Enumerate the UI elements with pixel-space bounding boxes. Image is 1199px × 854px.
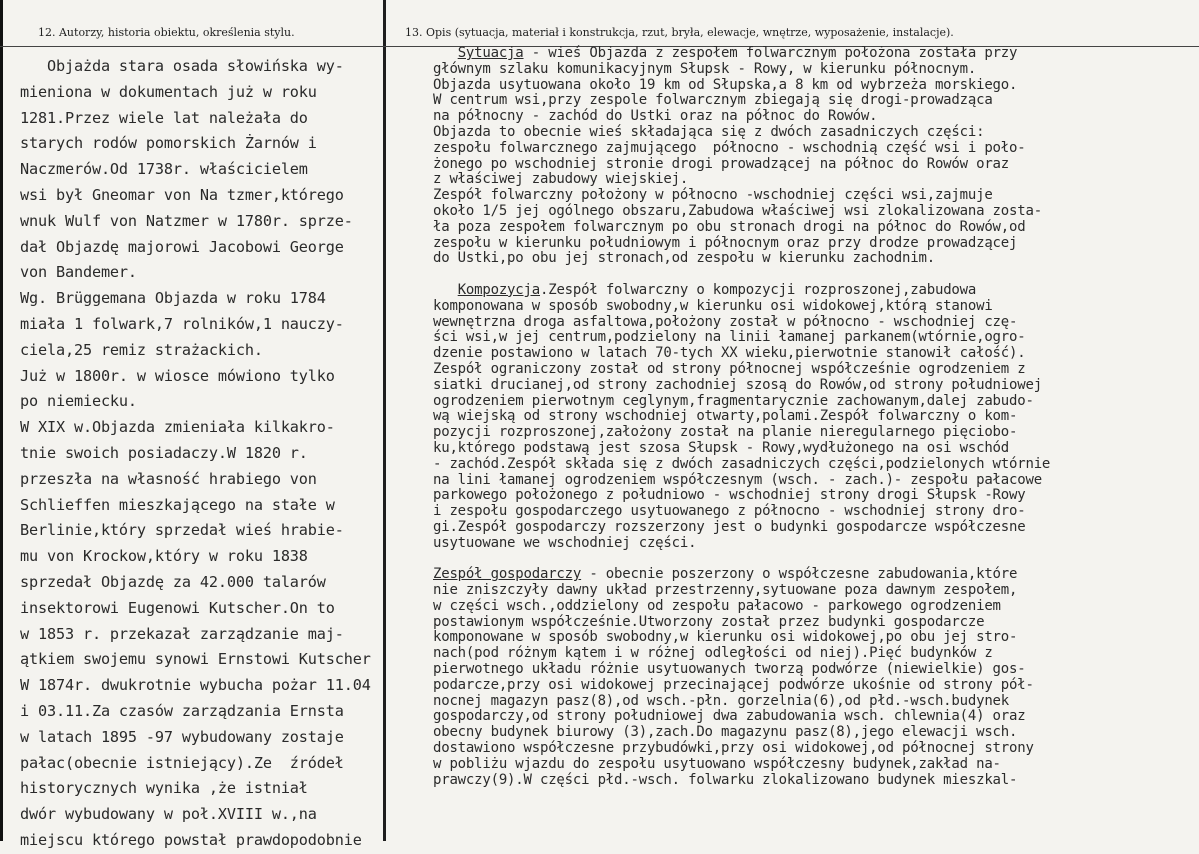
section-12-header: 12. Autorzy, historia obiektu, określenia stylu. bbox=[38, 26, 295, 39]
kompozycja-first-text: .Zespół folwarczny o kompozycji rozproszonej,zabudowa bbox=[539, 281, 977, 298]
kompozycja-paragraph bbox=[433, 299, 1199, 552]
page-edge bbox=[0, 0, 3, 841]
description-text-line: z właściwej zabudowy wiejskiej. bbox=[433, 171, 689, 188]
history-text-line: wsi był Gneomar von Na tzmer,którego bbox=[20, 185, 344, 204]
gospodarczy-heading: Zespół gospodarczy bbox=[433, 566, 582, 583]
history-text-line: Naczmerów.Od 1738r. właścicielem bbox=[20, 160, 308, 179]
history-text-line: Objażda stara osada słowińska wy- bbox=[20, 57, 344, 75]
description-text-line: ogrodzeniem pierwotnym ceglynym,fragmentarycznie zachowanym,dalej zabudo- bbox=[433, 392, 1034, 409]
history-column bbox=[20, 54, 405, 854]
description-text-line: wewnętrzna droga asfaltowa,położony został w północno - wschodniej czę- bbox=[433, 313, 1018, 330]
history-text-line: Schlieffen mieszkającego na stałe w bbox=[20, 495, 335, 514]
history-text-line: 1281.Przez wiele lat należała do bbox=[20, 108, 308, 127]
description-text-line: parkowego położonego z południowo - wschodniej strony drogi Słupsk -Rowy bbox=[433, 487, 1026, 504]
description-text-line: pozycji rozproszonej,założony został na planie nieregularnego pięciobo- bbox=[433, 424, 1018, 441]
description-text-line: do Ustki,po obu jej stronach,od zespołu w kierunku zachodnim. bbox=[433, 250, 935, 267]
sytuacja-paragraph bbox=[433, 62, 1199, 267]
kompozycja-first-line bbox=[433, 283, 1199, 299]
sytuacja-first-line bbox=[433, 46, 1199, 62]
description-text-line: na lini łamanej ogrodzeniem współczesnym (wsch. - zach.)- zespołu pałacowe bbox=[433, 471, 1042, 488]
description-text-line: zespołu w kierunku południowym i północnym oraz przy drodze prowadzącej bbox=[433, 234, 1018, 251]
history-text-line: historycznych wynika ,że istniał bbox=[20, 779, 308, 798]
history-text-line: przeszła na własność hrabiego von bbox=[20, 469, 317, 488]
description-text-line: komponowana w sposób swobodny,w kierunku osi widokowej,którą stanowi bbox=[433, 297, 993, 314]
history-text-line: starych rodów pomorskich Żarnów i bbox=[20, 134, 317, 153]
gospodarczy-paragraph bbox=[433, 583, 1199, 788]
history-text-line: Berlinie,który sprzedał wieś hrabie- bbox=[20, 521, 344, 540]
description-text-line: dzenie postawiono w latach 70-tych XX wieku,pierwotnie stanowił całość). bbox=[433, 345, 1026, 362]
description-text-line: nach(pod różnym kątem i w różnej odległości od niej).Pięć budynków z bbox=[433, 645, 993, 662]
history-text-line: ątkiem swojemu synowi Ernstowi Kutscher bbox=[20, 650, 371, 669]
description-text-line: Objazda usytuowana około 19 km od Słupska,a 8 km od wybrzeża morskiego. bbox=[433, 76, 1018, 93]
description-text-line: - zachód.Zespół składa się z dwóch zasadniczych części,podzielonych wtórnie bbox=[433, 455, 1051, 472]
history-text-line: ciela,25 remiz strażackich. bbox=[20, 340, 263, 359]
description-text-line: podarcze,przy osi widokowej przecinającej podwórze ukośnie od strony pół- bbox=[433, 676, 1034, 693]
description-text-line: Zespół ograniczony został od strony północnej współcześnie ogrodzeniem z bbox=[433, 360, 1026, 377]
description-text-line: Objazda to obecnie wieś składająca się z dwóch zasadniczych części: bbox=[433, 123, 985, 140]
description-text-line: komponowane w sposób swobodny,w kierunku osi widokowej,po obu jej stro- bbox=[433, 629, 1018, 646]
description-text-line: prawczy(9).W części płd.-wsch. folwarku zlokalizowano budynek mieszkal- bbox=[433, 771, 1018, 788]
history-text-line: Już w 1800r. w wiosce mówiono tylko bbox=[20, 366, 335, 385]
history-text-line: wnuk Wulf von Natzmer w 1780r. sprze- bbox=[20, 211, 353, 230]
description-text-line: ła poza zespołem folwarcznym po obu stronach drogi na północ do Rowów,od bbox=[433, 218, 1026, 235]
description-text-line: na północny - zachód do Ustki oraz na północ do Rowów. bbox=[433, 108, 878, 125]
history-text-line: dwór wybudowany w poł.XVIII w.,na bbox=[20, 805, 317, 824]
history-text-line: w 1853 r. przekazał zarządzanie maj- bbox=[20, 624, 344, 643]
description-text-line: ku,którego podstawą jest szosa Słupsk - Rowy,wydłużonego na osi wschód bbox=[433, 439, 1010, 456]
description-text-line: zespołu folwarcznego zajmującego północno - wschodnią część wsi i poło- bbox=[433, 139, 1026, 156]
description-text-line: głównym szlaku komunikacyjnym Słupsk - Rowy, w kierunku północnym. bbox=[433, 60, 977, 77]
history-text-line: Wg. Brüggemana Objazda w roku 1784 bbox=[20, 289, 326, 308]
description-text-line: dostawiono współczesne przybudówki,przy osi widokowej,od północnej strony bbox=[433, 740, 1034, 757]
kompozycja-heading: Kompozycja bbox=[457, 281, 540, 298]
description-text-line: w części wsch.,oddzielony od zespołu pałacowo - parkowego ogrodzeniem bbox=[433, 597, 1001, 614]
description-text-line: siatki drucianej,od strony zachodniej szosą do Rowów,od strony południowej bbox=[433, 376, 1042, 393]
description-text-line: ści wsi,w jej centrum,podzielony na linii łamanej parkanem(wtórnie,ogro- bbox=[433, 329, 1026, 346]
description-text-line: w pobliżu wjazdu do zespołu usytuowano współczesny budynek,zakład na- bbox=[433, 755, 1001, 772]
description-text-line: postawionym współcześnie.Utworzony został przez budynki gospodarcze bbox=[433, 613, 985, 630]
description-text-line: nie zniszczyły dawny układ przestrzenny,sytuowane poza dawnym zespołem, bbox=[433, 582, 1018, 599]
description-text-line: Zespół folwarczny położony w północno -wschodniej części wsi,zajmuje bbox=[433, 187, 993, 204]
history-text-line: sprzedał Objazdę za 42.000 talarów bbox=[20, 572, 326, 591]
history-text-line: mu von Krockow,który w roku 1838 bbox=[20, 547, 308, 566]
description-column bbox=[433, 46, 1199, 788]
description-text-line: W centrum wsi,przy zespole folwarcznym zbiegają się drogi-prowadząca bbox=[433, 92, 993, 109]
gospodarczy-first-line bbox=[433, 567, 1199, 583]
description-text-line: gi.Zespół gospodarczy rozszerzony jest o budynki gospodarcze współczesne bbox=[433, 518, 1026, 535]
description-text-line: obecny budynek biurowy (3),zach.Do magazynu pasz(8),jego elewacji wsch. bbox=[433, 724, 1018, 741]
description-text-line: i zespołu gospodarczego usytuowanego z północno - wschodniej strony dro- bbox=[433, 503, 1026, 520]
description-text-line: żonego po wschodniej stronie drogi prowadzącej na północ do Rowów oraz bbox=[433, 155, 1010, 172]
sytuacja-first-text: - wieś Objazda z zespołem folwarcznym położona została przy bbox=[523, 45, 1018, 61]
history-text-line: W 1874r. dwukrotnie wybucha pożar 11.04 bbox=[20, 676, 371, 695]
history-text-line: tnie swoich posiadaczy.W 1820 r. bbox=[20, 443, 308, 462]
section-13-header: 13. Opis (sytuacja, materiał i konstrukcja, rzut, bryła, elewacje, wnętrze, wyposażenie, instalacje). bbox=[405, 26, 954, 39]
sytuacja-heading: Sytuacja bbox=[457, 45, 524, 61]
history-text-line: miejscu którego powstał prawdopodobnie bbox=[20, 830, 362, 849]
description-text-line: gospodarczy,od strony południowej dwa zabudowania wsch. chlewnia(4) oraz bbox=[433, 708, 1026, 725]
description-text-line: pierwotnego układu różnie usytuowanych tworzą podwórze (niewielkie) gos- bbox=[433, 661, 1026, 678]
description-text-line: wą wiejską od strony wschodniej otwarty,polami.Zespół folwarczny o kom- bbox=[433, 408, 1018, 425]
history-text-line: dał Objazdę majorowi Jacobowi George bbox=[20, 237, 344, 256]
description-text-line: usytuowane we wschodniej części. bbox=[433, 534, 697, 551]
description-text-line: około 1/5 jej ogólnego obszaru,Zabudowa właściwej wsi zlokalizowana zosta- bbox=[433, 202, 1042, 219]
history-text-line: von Bandemer. bbox=[20, 263, 137, 282]
history-text-line: W XIX w.Objazda zmieniała kilkakro- bbox=[20, 418, 335, 437]
gospodarczy-first-text: - obecnie poszerzony o współczesne zabudowania,które bbox=[581, 566, 1018, 583]
history-text-line: i 03.11.Za czasów zarządzania Ernsta bbox=[20, 701, 344, 720]
history-text-line: po niemiecku. bbox=[20, 392, 137, 411]
history-text-line: mieniona w dokumentach już w roku bbox=[20, 82, 317, 101]
description-text-line: nocnej magazyn pasz(8),od wsch.-płn. gorzelnia(6),od płd.-wsch.budynek bbox=[433, 692, 1010, 709]
history-text-line: w latach 1895 -97 wybudowany zostaje bbox=[20, 727, 344, 746]
history-text-line: insektorowi Eugenowi Kutscher.On to bbox=[20, 598, 335, 617]
history-text-line: miała 1 folwark,7 rolników,1 nauczy- bbox=[20, 314, 344, 333]
history-text-line: pałac(obecnie istniejący).Ze źródeł bbox=[20, 753, 344, 772]
